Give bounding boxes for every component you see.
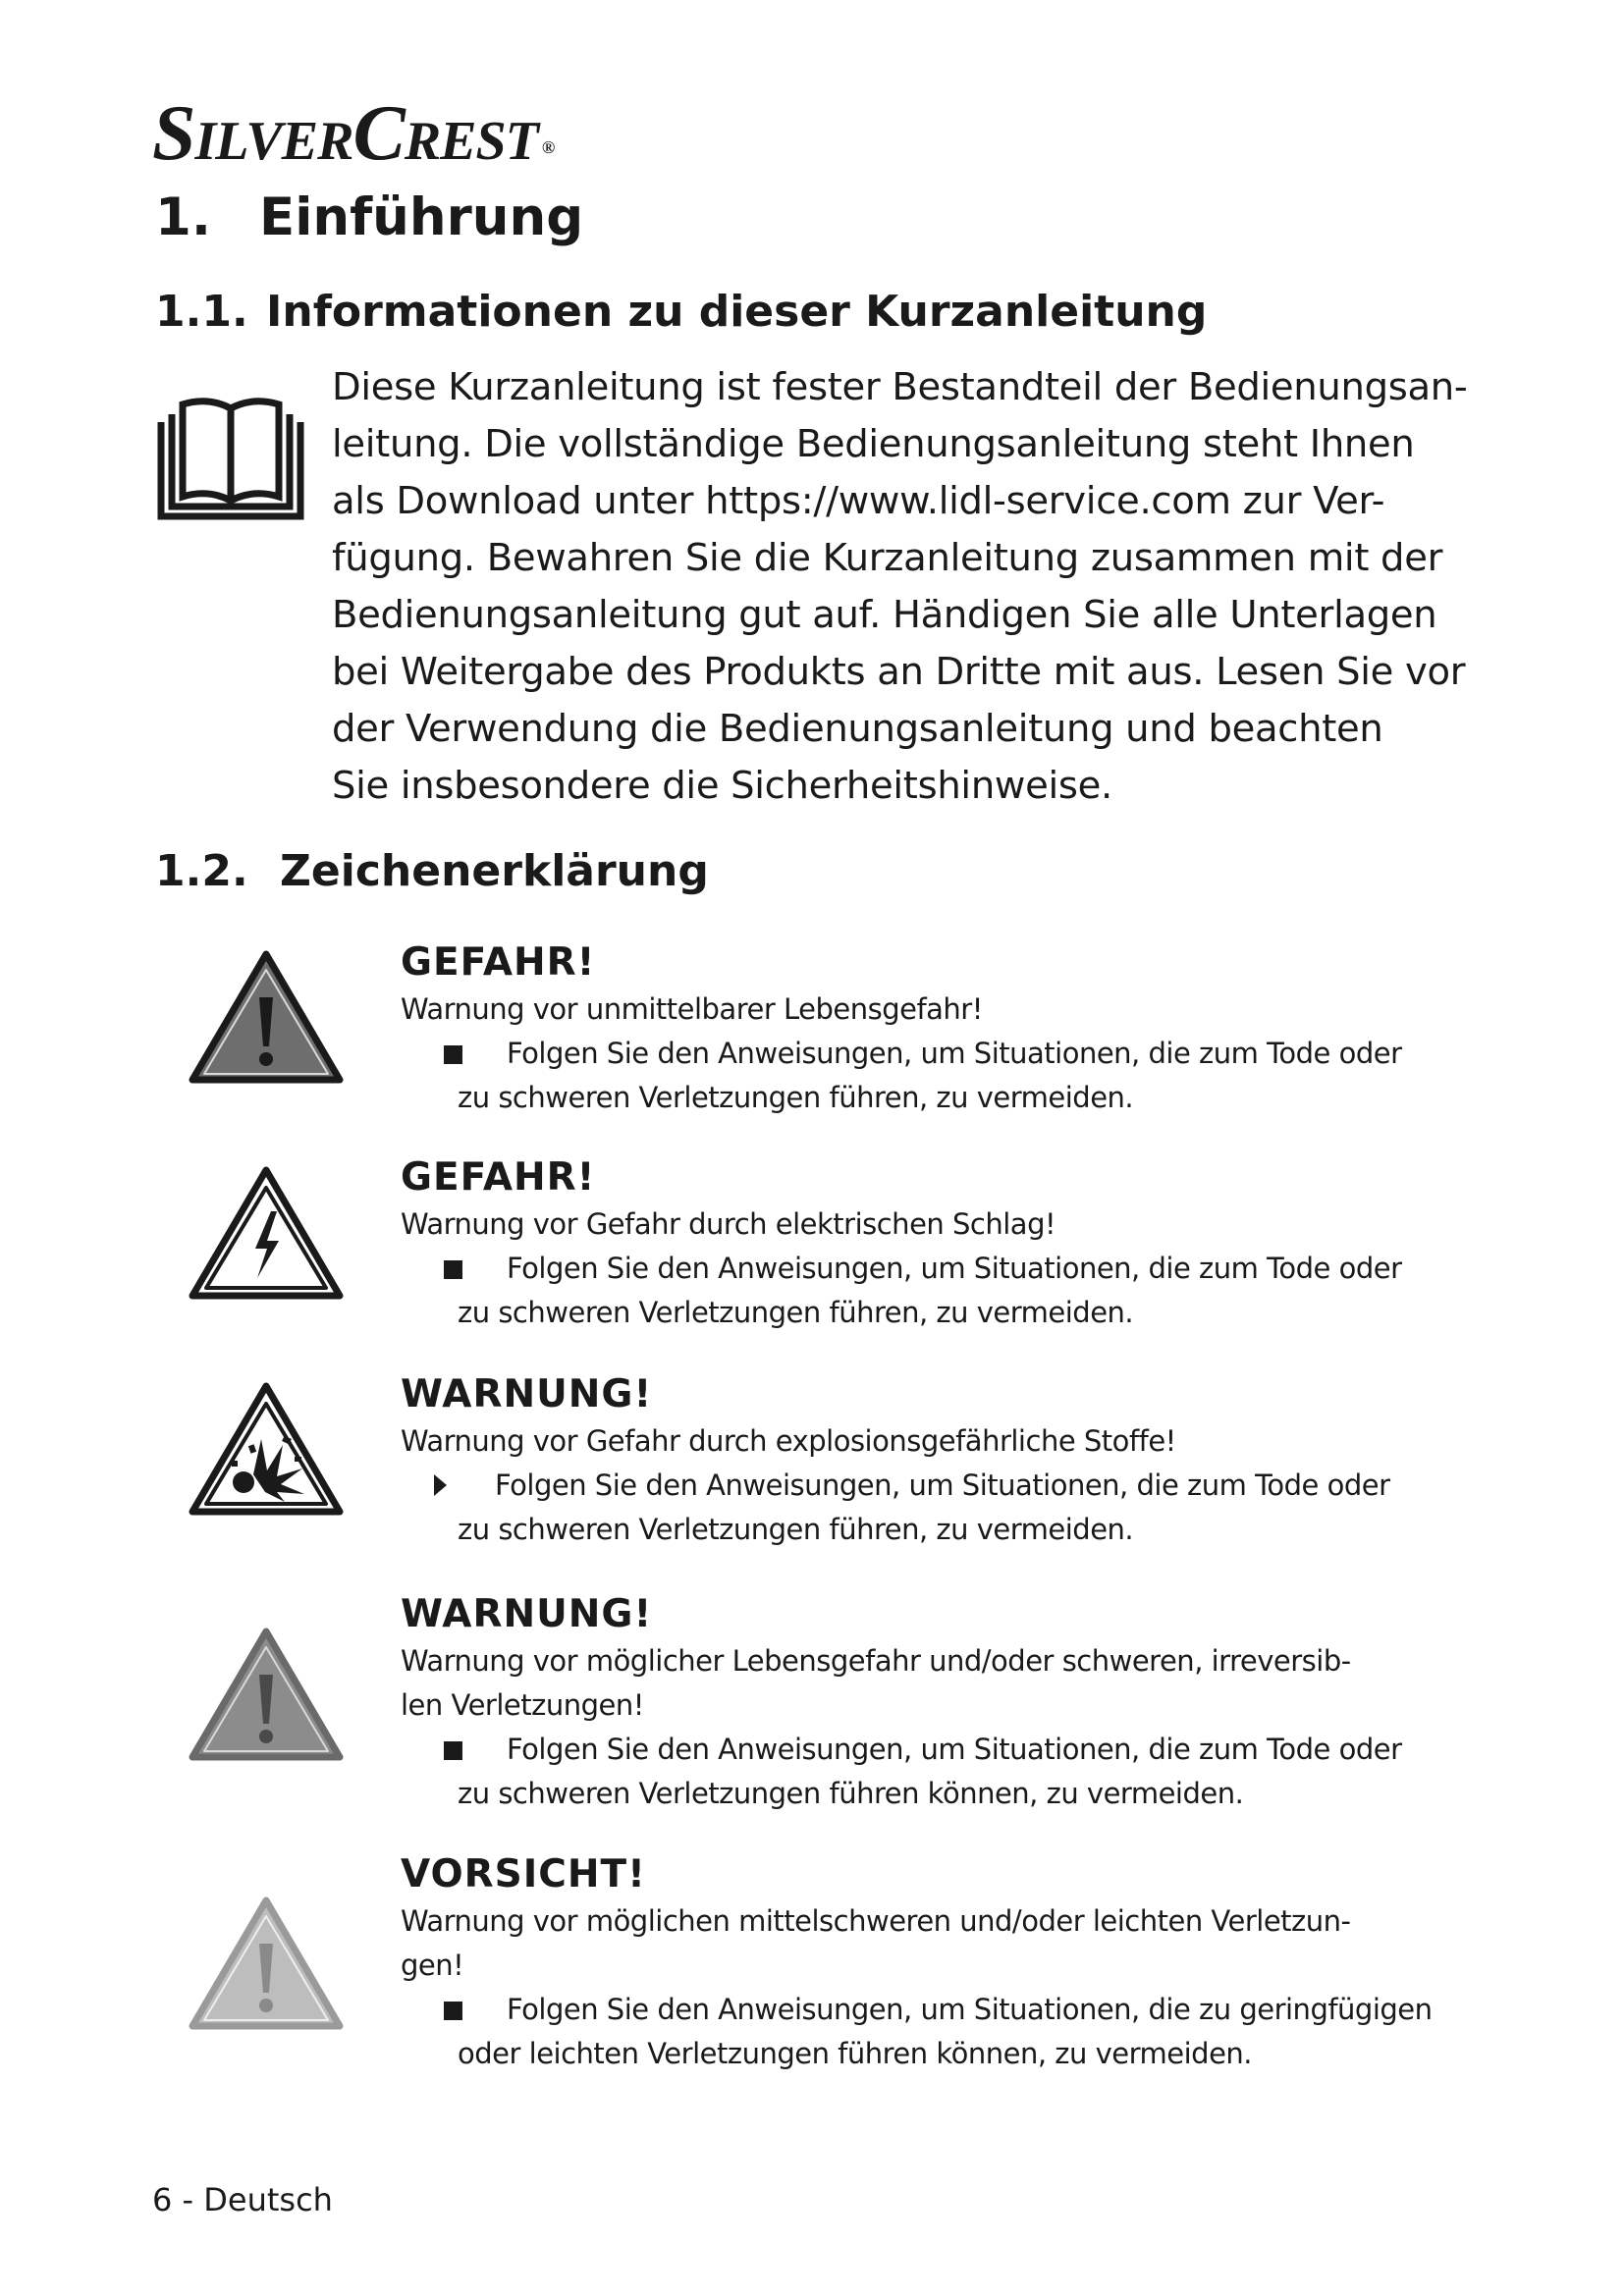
description-line: len Verletzungen! — [401, 1688, 644, 1722]
registered-mark: ® — [541, 137, 555, 157]
signal-word: WARNUNG! — [401, 1592, 653, 1636]
action-line: zu schweren Verletzungen führen, zu vermeiden. — [458, 1513, 1134, 1546]
hazard-description — [401, 1419, 1490, 1464]
brand-logo — [152, 90, 555, 177]
triangle-bullet-icon — [434, 1474, 447, 1496]
section-1-1-number: 1.1. — [155, 287, 248, 337]
hazard-entry — [401, 1370, 1490, 1552]
intro-line: Bedienungsanleitung gut auf. Händigen Sie alle Unterlagen — [332, 593, 1437, 637]
signal-word: VORSICHT! — [401, 1852, 646, 1896]
intro-line: als Download unter https://www.lidl-service.com zur Ver- — [332, 479, 1385, 523]
intro-line: leitung. Die vollständige Bedienungsanleitung steht Ihnen — [332, 422, 1415, 466]
hazard-description — [401, 988, 1490, 1032]
action-line: Folgen Sie den Anweisungen, um Situationen, die zum Tode oder — [507, 1037, 1402, 1070]
hazard-description — [401, 1639, 1490, 1728]
square-bullet-icon — [444, 1260, 462, 1279]
square-bullet-icon — [444, 2002, 462, 2020]
description-line: Warnung vor möglicher Lebensgefahr und/oder schweren, irreversib- — [401, 1644, 1351, 1678]
square-bullet-icon — [444, 1045, 462, 1064]
section-1-title: Einführung — [259, 187, 584, 247]
action-instruction — [401, 1032, 1490, 1120]
action-line: oder leichten Verletzungen führen können, zu vermeiden. — [458, 2037, 1253, 2070]
action-instruction — [401, 1988, 1490, 2076]
signal-word: WARNUNG! — [401, 1372, 653, 1416]
action-instruction — [401, 1247, 1490, 1335]
description-line: Warnung vor möglichen mittelschweren und/oder leichten Verletzun- — [401, 1904, 1351, 1938]
intro-line: fügung. Bewahren Sie die Kurzanleitung zusammen mit der — [332, 536, 1443, 580]
hazard-entry — [401, 938, 1490, 1120]
book-icon — [157, 395, 304, 520]
action-instruction — [401, 1464, 1490, 1552]
action-line: zu schweren Verletzungen führen können, zu vermeiden. — [458, 1777, 1244, 1810]
signal-word: GEFAHR! — [401, 1155, 596, 1200]
action-line: Folgen Sie den Anweisungen, um Situationen, die zum Tode oder — [507, 1252, 1402, 1285]
hazard-description — [401, 1202, 1490, 1247]
danger-warning-icon — [187, 948, 346, 1086]
section-1-number: 1. — [155, 187, 212, 247]
action-instruction — [401, 1728, 1490, 1816]
description-line: Warnung vor Gefahr durch explosionsgefährliche Stoffe! — [401, 1424, 1176, 1458]
description-line: gen! — [401, 1949, 464, 1982]
page-footer: 6 - Deutsch — [152, 2181, 333, 2218]
explosive-hazard-icon — [187, 1380, 346, 1518]
section-1-heading — [155, 187, 583, 249]
intro-paragraph — [332, 359, 1468, 815]
electric-shock-icon — [187, 1164, 346, 1302]
action-line: Folgen Sie den Anweisungen, um Situationen, die zum Tode oder — [507, 1733, 1402, 1766]
intro-line: Diese Kurzanleitung ist fester Bestandteil der Bedienungsan- — [332, 365, 1468, 409]
section-1-1-heading — [155, 285, 1207, 340]
action-line: zu schweren Verletzungen führen, zu vermeiden. — [458, 1081, 1134, 1114]
description-line: Warnung vor Gefahr durch elektrischen Schlag! — [401, 1207, 1056, 1241]
hazard-entry — [401, 1153, 1490, 1335]
brand-name: SilverCrest — [152, 90, 538, 177]
section-1-2-title: Zeichenerklärung — [280, 846, 709, 896]
intro-line: bei Weitergabe des Produkts an Dritte mit aus. Lesen Sie vor — [332, 650, 1466, 694]
action-line: zu schweren Verletzungen führen, zu vermeiden. — [458, 1296, 1134, 1329]
action-line: Folgen Sie den Anweisungen, um Situationen, die zu geringfügigen — [507, 1993, 1433, 2026]
square-bullet-icon — [444, 1741, 462, 1760]
action-line: Folgen Sie den Anweisungen, um Situationen, die zum Tode oder — [495, 1468, 1390, 1502]
description-line: Warnung vor unmittelbarer Lebensgefahr! — [401, 992, 983, 1026]
warning-icon — [187, 1626, 346, 1763]
intro-line: Sie insbesondere die Sicherheitshinweise. — [332, 764, 1112, 808]
section-1-1-title: Informationen zu dieser Kurzanleitung — [266, 287, 1208, 337]
section-1-2-number: 1.2. — [155, 846, 248, 896]
caution-icon — [187, 1895, 346, 2032]
signal-word: GEFAHR! — [401, 940, 596, 985]
hazard-description — [401, 1899, 1490, 1988]
hazard-entry — [401, 1590, 1490, 1816]
section-1-2-heading — [155, 844, 709, 899]
hazard-entry — [401, 1850, 1490, 2076]
intro-line: der Verwendung die Bedienungsanleitung und beachten — [332, 707, 1383, 751]
